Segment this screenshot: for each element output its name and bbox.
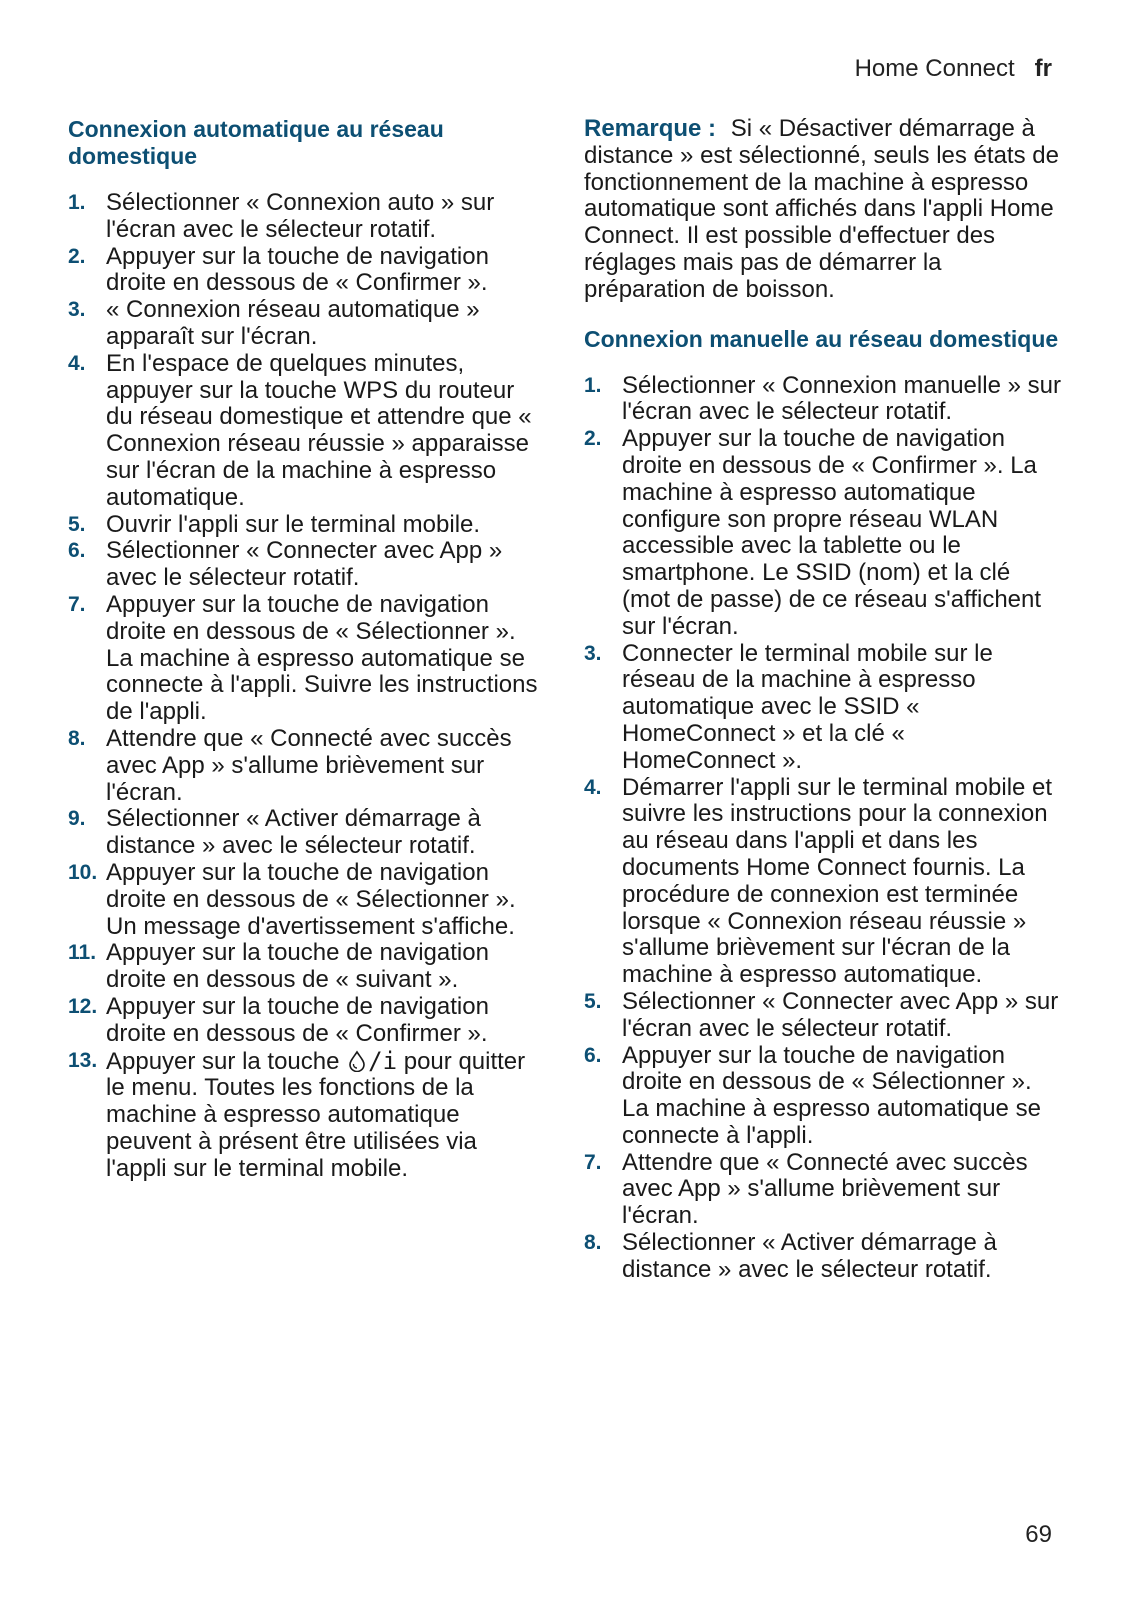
remark-text: Si « Désactiver démarrage à distance » est sélectionné, seuls les états de fonctionnement de la machine à espresso automatique sont affichés dans l'appli Home Connect. Il est possible d'effectuer des réglages mais pas de démarrer la préparation de boisson. — [584, 115, 1059, 303]
step-number: 2. — [68, 244, 86, 268]
step-number: 5. — [68, 512, 86, 536]
step-number: 8. — [68, 726, 86, 750]
section-title: Home Connect — [854, 55, 1015, 82]
list-item — [68, 297, 538, 351]
list-item — [584, 641, 1064, 775]
step-number: 3. — [584, 641, 602, 665]
step-number: 3. — [68, 298, 86, 322]
page-number: 69 — [1025, 1521, 1052, 1548]
step-number: 2. — [584, 427, 602, 451]
step-number: 11. — [68, 941, 97, 965]
step-text: Sélectionner « Connecter avec App » avec le sélecteur rotatif. — [106, 537, 503, 592]
step-text: Attendre que « Connecté avec succès avec App » s'allume brièvement sur l'écran. — [622, 1148, 1028, 1230]
step-text: Sélectionner « Activer démarrage à distance » avec le sélecteur rotatif. — [622, 1229, 997, 1283]
list-item — [68, 940, 538, 994]
list-item — [68, 512, 538, 539]
step-text: Appuyer sur la touche de navigation droite en dessous de « Sélectionner ». Un message d'avertissement s'affiche. — [106, 858, 516, 940]
step-text — [106, 1048, 538, 1183]
left-column — [68, 116, 538, 1182]
right-column — [584, 116, 1064, 1284]
step-text: Sélectionner « Activer démarrage à distance » avec le sélecteur rotatif. — [106, 805, 481, 860]
list-item — [68, 538, 538, 592]
list-item — [68, 190, 538, 244]
step-text: Sélectionner « Connecter avec App » sur l'écran avec le sélecteur rotatif. — [622, 987, 1059, 1042]
step-number: 1. — [68, 191, 86, 214]
remark-note — [584, 116, 1064, 304]
list-item — [68, 1048, 538, 1183]
step-number: 6. — [68, 539, 86, 563]
step-text: « Connexion réseau automatique » apparaît sur l'écran. — [106, 296, 480, 350]
list-item — [68, 994, 538, 1048]
step-text: Connecter le terminal mobile sur le réseau de la machine à espresso automatique avec le SSID « HomeConnect » et la clé « HomeConnect ». — [622, 639, 993, 774]
step-number: 4. — [68, 351, 86, 375]
list-item — [68, 244, 538, 298]
step-number: 7. — [584, 1150, 602, 1174]
info-symbol: /i — [368, 1046, 398, 1075]
heading-automatic-connection: Connexion automatique au réseau domestique — [68, 116, 444, 169]
step-text-before-icon: Appuyer sur la touche — [106, 1047, 340, 1075]
step-number: 10. — [68, 860, 98, 884]
step-text: Ouvrir l'appli sur le terminal mobile. — [106, 510, 481, 538]
page-header — [855, 55, 1052, 83]
list-item — [584, 1230, 1064, 1284]
care-drop-icon — [346, 1050, 368, 1072]
list-item — [584, 775, 1064, 989]
language-code: fr — [1034, 55, 1052, 82]
list-item — [68, 592, 538, 726]
step-text: Démarrer l'appli sur le terminal mobile et suivre les instructions pour la connexion au réseau dans l'appli et dans les documents Home Connect fournis. La procédure de connexion est terminée lorsque « Connexion réseau réussie » s'allume brièvement sur l'écran de la machine à espresso automatique. — [622, 773, 1053, 989]
step-number: 12. — [68, 994, 98, 1018]
list-item — [68, 806, 538, 860]
list-item — [584, 426, 1064, 640]
step-text: Attendre que « Connecté avec succès avec App » s'allume brièvement sur l'écran. — [106, 724, 512, 806]
step-number: 13. — [68, 1048, 98, 1072]
step-number: 9. — [68, 807, 86, 831]
step-text: En l'espace de quelques minutes, appuyer sur la touche WPS du routeur du réseau domestique et attendre que « Connexion réseau réussie » apparaisse sur l'écran de la machine à espresso automatique. — [106, 349, 532, 511]
step-number: 4. — [584, 775, 602, 799]
step-text: Appuyer sur la touche de navigation droite en dessous de « Sélectionner ». La machine à espresso automatique se connecte à l'appli. Suivre les instructions de l'appli. — [106, 590, 538, 726]
step-text: Appuyer sur la touche de navigation droite en dessous de « Confirmer ». — [106, 242, 489, 297]
list-item — [584, 1043, 1064, 1150]
step-text: Appuyer sur la touche de navigation droite en dessous de « Confirmer ». — [106, 992, 489, 1047]
step-number: 8. — [584, 1231, 602, 1255]
list-item — [68, 351, 538, 512]
list-item — [584, 373, 1064, 427]
step-number: 6. — [584, 1043, 602, 1067]
step-number: 5. — [584, 989, 602, 1013]
list-item — [584, 989, 1064, 1043]
automatic-connection-steps — [68, 190, 538, 1182]
list-item — [584, 1150, 1064, 1230]
heading-manual-connection: Connexion manuelle au réseau domestique — [584, 325, 1059, 352]
step-text-after-icon: pour quitter le menu. Toutes les fonctions de la machine à espresso automatique peuvent à présent être utilisées via l'appli sur le terminal mobile. — [106, 1047, 526, 1182]
step-text: Appuyer sur la touche de navigation droite en dessous de « Confirmer ». La machine à espresso automatique configure son propre réseau WLAN accessible avec la tablette ou le smartphone. Le SSID (nom) et la clé (mot de passe) de ce réseau s'affichent sur l'écran. — [622, 425, 1042, 640]
manual-connection-steps — [584, 373, 1064, 1284]
step-number: 7. — [68, 592, 86, 616]
step-number: 1. — [584, 373, 602, 397]
remark-label: Remarque : — [584, 115, 717, 142]
list-item — [68, 860, 538, 940]
step-text: Sélectionner « Connexion manuelle » sur l'écran avec le sélecteur rotatif. — [622, 371, 1061, 426]
list-item — [68, 726, 538, 806]
step-text: Sélectionner « Connexion auto » sur l'écran avec le sélecteur rotatif. — [106, 189, 495, 243]
step-text: Appuyer sur la touche de navigation droite en dessous de « suivant ». — [106, 939, 489, 994]
step-text: Appuyer sur la touche de navigation droite en dessous de « Sélectionner ». La machine à espresso automatique se connecte à l'appli. — [622, 1041, 1041, 1149]
